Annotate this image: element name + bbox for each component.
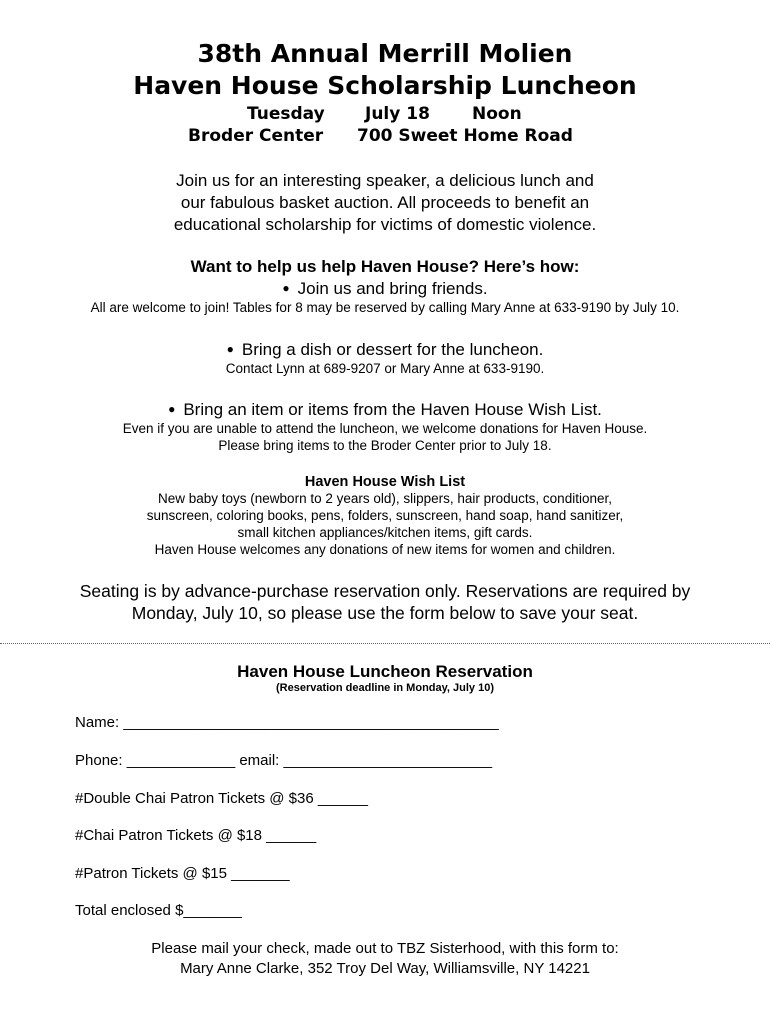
cut-line-divider (0, 643, 770, 644)
event-date: July 18 (365, 104, 430, 124)
wish-list-line-2: sunscreen, coloring books, pens, folders, sunscreen, hand soap, hand sanitizer, (146, 508, 624, 523)
event-title (0, 38, 770, 102)
seating-note (0, 580, 770, 624)
event-address: 700 Sweet Home Road (357, 126, 573, 146)
mail-line-1: Please mail your check, made out to TBZ Sisterhood, with this form to: (151, 940, 619, 957)
intro-line-3: educational scholarship for victims of domestic violence. (173, 215, 597, 234)
help-item-3-detail-2: Please bring items to the Broder Center prior to July 18. (218, 438, 552, 453)
wish-list-line-4: Haven House welcomes any donations of new items for women and children. (154, 542, 616, 557)
title-line-2: Haven House Scholarship Luncheon (133, 71, 637, 100)
help-item-2 (0, 340, 770, 377)
mailing-instructions (0, 939, 770, 979)
reservation-header (0, 662, 770, 694)
help-item-2-text: Bring a dish or dessert for the luncheon. (241, 340, 544, 359)
wish-list-title: Haven House Wish List (304, 474, 466, 490)
intro-line-2: our fabulous basket auction. All proceeds to benefit an (180, 193, 590, 212)
bullet-icon: ● (168, 402, 176, 416)
reservation-deadline: (Reservation deadline in Monday, July 10) (275, 682, 495, 694)
title-line-1: 38th Annual Merrill Molien (197, 39, 573, 68)
reservation-title: Haven House Luncheon Reservation (237, 662, 533, 681)
event-venue: Broder Center (188, 126, 324, 146)
help-item-3-text: Bring an item or items from the Haven House Wish List. (183, 400, 602, 419)
wish-list-line-3: small kitchen appliances/kitchen items, gift cards. (237, 525, 533, 540)
double-chai-tickets-field[interactable]: #Double Chai Patron Tickets @ $36 ______ (75, 790, 368, 807)
bullet-icon: ● (282, 281, 290, 295)
chai-tickets-field[interactable]: #Chai Patron Tickets @ $18 ______ (75, 827, 317, 844)
total-enclosed-field[interactable]: Total enclosed $_______ (75, 902, 242, 919)
event-time: Noon (472, 104, 522, 124)
help-item-1-text: Join us and bring friends. (297, 279, 488, 298)
help-item-1 (0, 279, 770, 316)
seating-line-1: Seating is by advance-purchase reservation only. Reservations are required by (79, 581, 691, 601)
name-field[interactable]: Name: _____________________________________________ (75, 714, 499, 731)
help-item-1-detail: All are welcome to join! Tables for 8 may be reserved by calling Mary Anne at 633-9190 by July 10. (90, 300, 680, 315)
help-item-3-detail-1: Even if you are unable to attend the luncheon, we welcome donations for Haven House. (122, 421, 648, 436)
help-item-2-detail: Contact Lynn at 689-9207 or Mary Anne at 633-9190. (225, 361, 545, 376)
event-details (0, 104, 770, 148)
help-heading: Want to help us help Haven House? Here’s how: (190, 257, 580, 276)
intro-line-1: Join us for an interesting speaker, a delicious lunch and (176, 171, 594, 190)
bullet-icon: ● (226, 342, 234, 356)
mail-line-2: Mary Anne Clarke, 352 Troy Del Way, Williamsville, NY 14221 (180, 960, 590, 977)
wish-list-line-1: New baby toys (newborn to 2 years old), slippers, hair products, conditioner, (158, 491, 612, 506)
seating-line-2: Monday, July 10, so please use the form below to save your seat. (131, 603, 639, 623)
patron-tickets-field[interactable]: #Patron Tickets @ $15 _______ (75, 865, 290, 882)
help-item-3 (0, 400, 770, 454)
intro-paragraph (0, 170, 770, 236)
wish-list (0, 474, 770, 558)
event-day: Tuesday (247, 104, 325, 124)
phone-email-field[interactable]: Phone: _____________ email: _________________________ (75, 752, 493, 769)
